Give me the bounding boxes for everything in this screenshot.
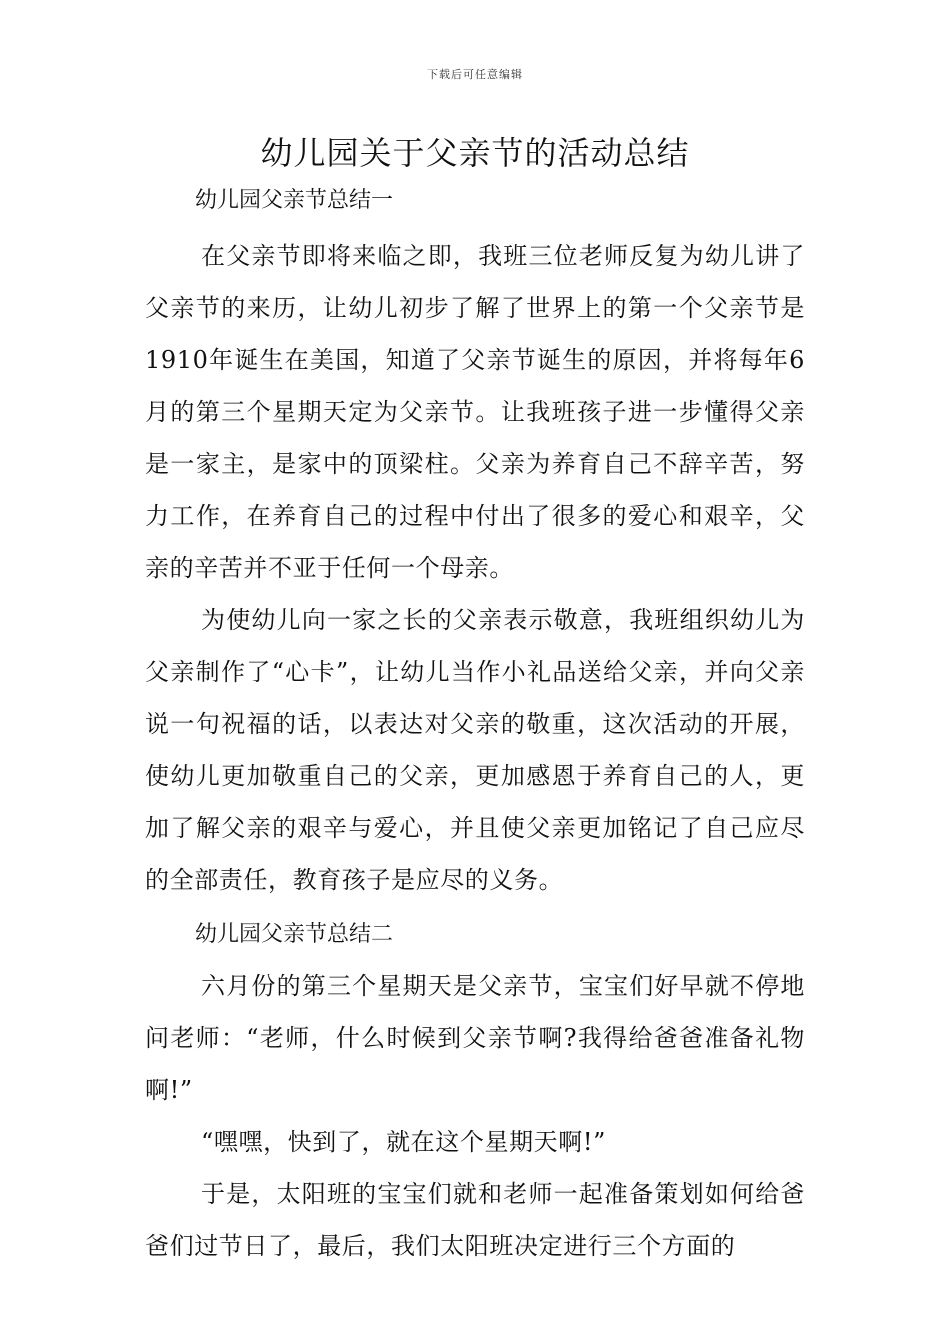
document-title: 幼儿园关于父亲节的活动总结 bbox=[260, 134, 690, 172]
document-body bbox=[145, 176, 805, 1272]
paragraph: 为使幼儿向一家之长的父亲表示敬意，我班组织幼儿为父亲制作了“心卡”，让幼儿当作小礼品送给父亲，并向父亲说一句祝福的话，以表达对父亲的敬重，这次活动的开展，使幼儿更加敬重自己的父亲，更加感恩于养育自己的人，更加了解父亲的艰辛与爱心，并且使父亲更加铭记了自己应尽的全部责任，教育孩子是应尽的义务。 bbox=[145, 606, 805, 894]
section-heading-2: 幼儿园父亲节总结二 bbox=[195, 922, 394, 947]
section-heading-1: 幼儿园父亲节总结一 bbox=[195, 188, 394, 213]
header-note: 下载后可任意编辑 bbox=[427, 68, 523, 81]
paragraph: 于是，太阳班的宝宝们就和老师一起准备策划如何给爸爸们过节日了，最后，我们太阳班决定进行三个方面的 bbox=[145, 1180, 805, 1260]
paragraph: 六月份的第三个星期天是父亲节，宝宝们好早就不停地问老师：“老师，什么时候到父亲节啊?我得给爸爸准备礼物啊!” bbox=[145, 972, 805, 1104]
paragraph: “嘿嘿，快到了，就在这个星期天啊!” bbox=[201, 1128, 606, 1156]
paragraph: 在父亲节即将来临之即，我班三位老师反复为幼儿讲了父亲节的来历，让幼儿初步了解了世界上的第一个父亲节是1910年诞生在美国，知道了父亲节诞生的原因，并将每年6月的第三个星期天定为父亲节。让我班孩子进一步懂得父亲是一家主，是家中的顶梁柱。父亲为养育自己不辞辛苦，努力工作，在养育自己的过程中付出了很多的爱心和艰辛，父亲的辛苦并不亚于任何一个母亲。 bbox=[145, 242, 805, 582]
